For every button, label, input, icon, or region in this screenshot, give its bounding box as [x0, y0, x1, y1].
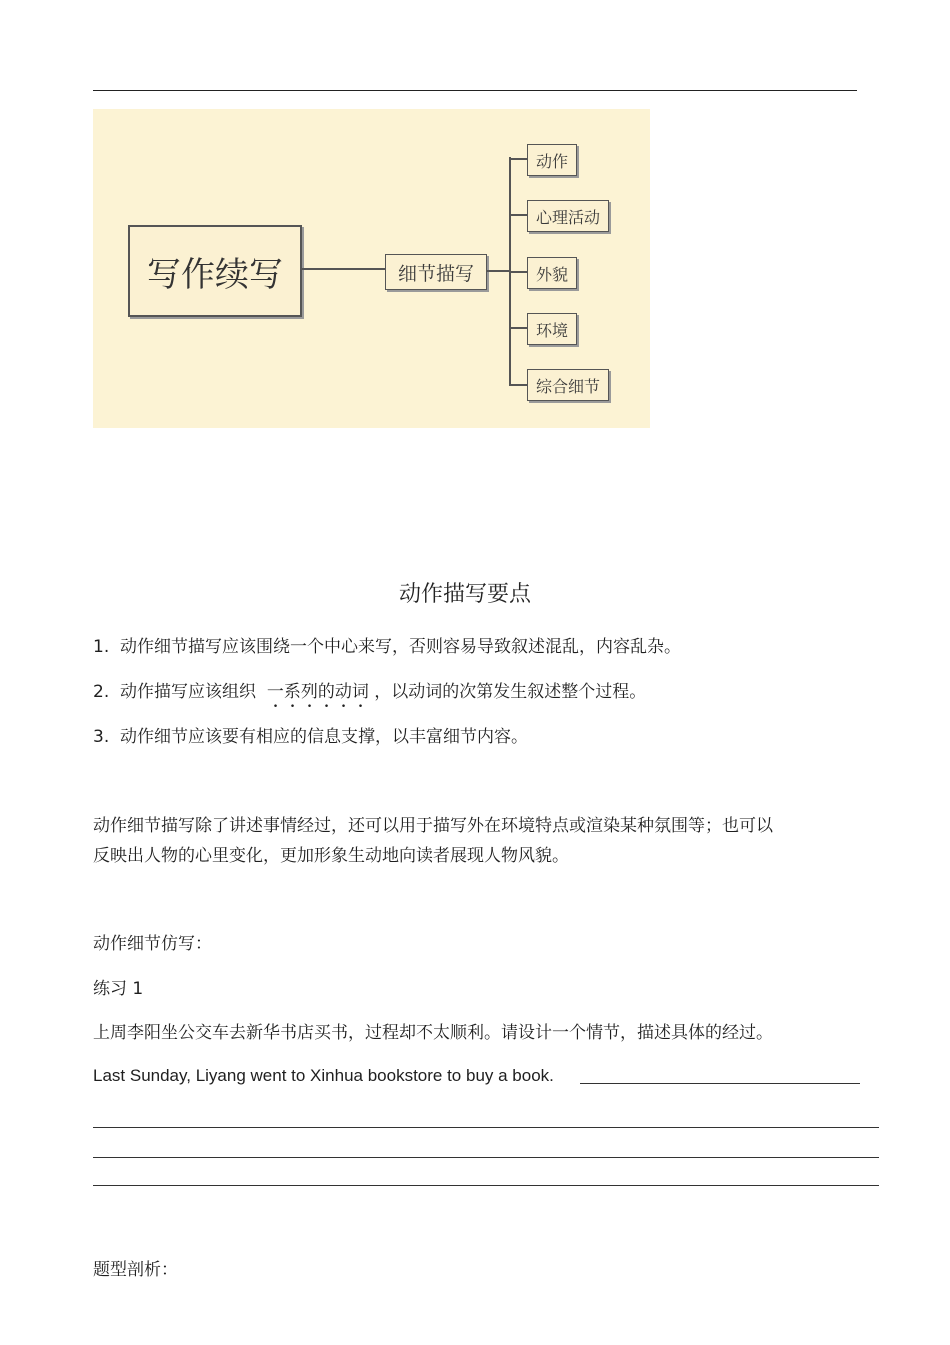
point-number: 3. [93, 727, 110, 747]
exercise-prompt: 上周李阳坐公交车去新华书店买书，过程却不太顺利。请设计一个情节，描述具体的经过。 [93, 1023, 773, 1043]
point-1 [93, 632, 681, 657]
point-text-pre: 动作描写应该组织 [120, 682, 257, 702]
english-start-text: Last Sunday, Liyang went to Xinhua bookstore to buy a book. [93, 1066, 554, 1085]
mind-map-middle-node: 细节描写 [385, 254, 487, 290]
point-text-post: ，以动词的次第发生叙述整个过程。 [374, 682, 647, 702]
point-text-emphasis: 一系列的动词 [266, 682, 369, 702]
point-text: 动作细节应该要有相应的信息支撑，以丰富细节内容。 [120, 727, 529, 747]
point-2 [93, 677, 646, 712]
point-number: 1. [93, 637, 110, 657]
section-title: 动作描写要点 [398, 582, 531, 607]
answer-blank-first[interactable] [580, 1083, 860, 1084]
analysis-label: 题型剖析： [93, 1260, 178, 1280]
connector-leaf-4 [509, 327, 527, 329]
connector-leaf-3 [509, 271, 527, 273]
mind-map-leaf-psychology: 心理活动 [527, 200, 609, 232]
point-text: 动作细节描写应该围绕一个中心来写，否则容易导致叙述混乱，内容乱杂。 [120, 637, 682, 657]
answer-line-3[interactable] [93, 1185, 879, 1186]
connector-root-to-middle [300, 268, 385, 270]
connector-middle-to-branch [487, 270, 509, 272]
mind-map-root-node: 写作续写 [128, 225, 302, 317]
connector-leaf-5 [509, 384, 527, 386]
answer-line-2[interactable] [93, 1157, 879, 1158]
exercise-label: 练习 1 [93, 979, 144, 999]
connector-leaf-1 [509, 158, 527, 160]
mind-map-leaf-action: 动作 [527, 144, 577, 176]
point-number: 2. [93, 682, 110, 702]
paragraph-line-1: 动作细节描写除了讲述事情经过，还可以用于描写外在环境特点或渲染某种氛围等；也可以 [93, 816, 773, 836]
header-rule [93, 90, 857, 91]
mind-map-leaf-appearance: 外貌 [527, 257, 577, 289]
mind-map-leaf-environment: 环境 [527, 313, 577, 345]
mind-map-figure [93, 109, 650, 428]
connector-leaf-2 [509, 214, 527, 216]
paragraph-line-2: 反映出人物的心里变化，更加形象生动地向读者展现人物风貌。 [93, 846, 569, 866]
mind-map-leaf-comprehensive: 综合细节 [527, 369, 609, 401]
point-3 [93, 722, 528, 747]
answer-line-1[interactable] [93, 1127, 879, 1128]
english-prompt [93, 1066, 554, 1086]
imitation-label: 动作细节仿写： [93, 934, 212, 954]
